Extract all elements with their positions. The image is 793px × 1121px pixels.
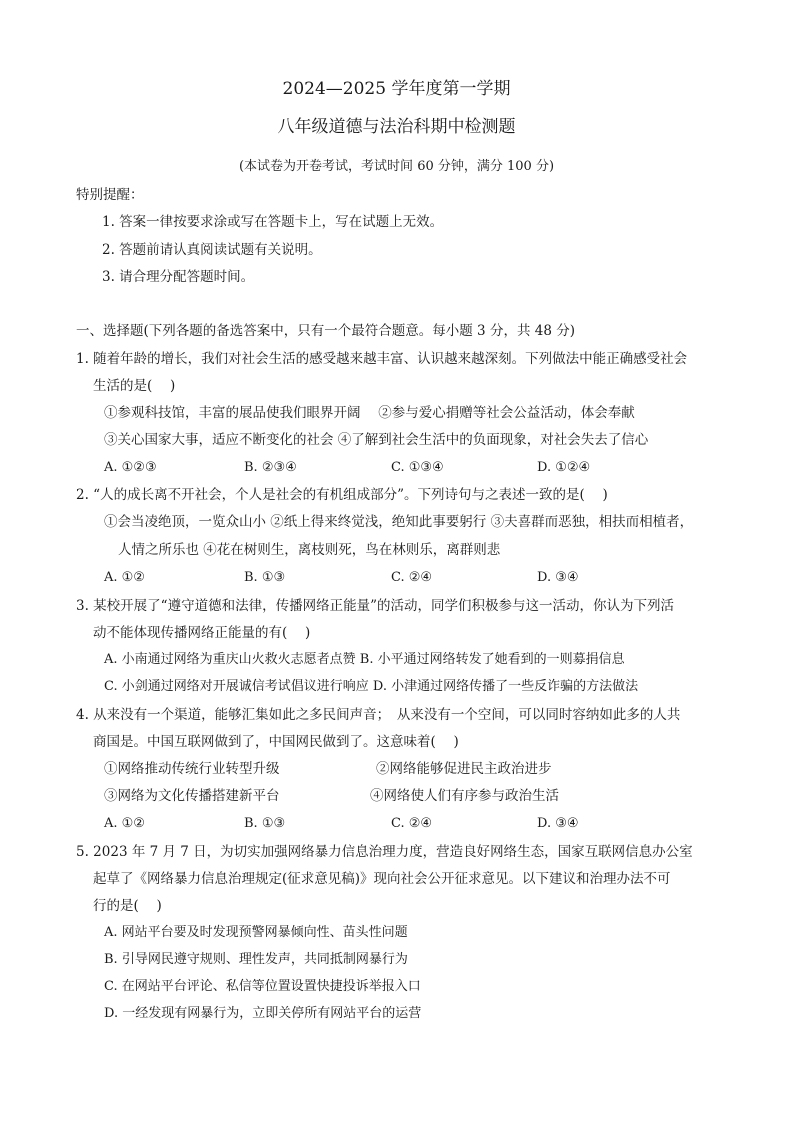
page-title: 2024—2025 学年度第一学期	[282, 79, 511, 99]
question-1-option-b: B. ②③④	[244, 460, 297, 475]
question-5-option-d: D. 一经发现有网暴行为，立即关停所有网站平台的运营	[104, 1006, 422, 1021]
question-4-statement: ③网络为文化传播搭建新平台	[104, 788, 280, 804]
question-4-option-a: A. ①②	[104, 816, 145, 831]
question-5-option-b: B. 引导网民遵守规则、理性发声，共同抵制网暴行为	[104, 952, 408, 967]
question-4-statement: ④网络使人们有序参与政治生活	[370, 788, 559, 804]
question-1-stem-cont: 生活的是( )	[93, 378, 176, 394]
question-3-options-ab: A. 小南通过网络为重庆山火救火志愿者点赞 B. 小平通过网络转发了她看到的一则募捐信息	[104, 652, 625, 667]
notice-item: 2. 答题前请认真阅读试题有关说明。	[102, 242, 322, 258]
question-5-stem-cont: 行的是( )	[93, 898, 162, 914]
question-1-option-a: A. ①②③	[104, 460, 157, 475]
question-1-statement: ①参观科技馆，丰富的展品使我们眼界开阔 ②参与爱心捐赠等社会公益活动，体会奉献	[104, 405, 635, 421]
question-3-options-cd: C. 小剑通过网络对开展诚信考试倡议进行响应 D. 小津通过网络传播了一些反诈骗的方法做法	[104, 679, 639, 694]
question-5-option-c: C. 在网站平台评论、私信等位置设置快捷投诉举报入口	[104, 979, 421, 994]
question-1-option-c: C. ①③④	[391, 460, 444, 475]
question-2-statement: ①会当凌绝顶，一览众山小 ②纸上得来终觉浅，绝知此事要躬行 ③夫喜群而恶独，相扶而相植者，	[104, 514, 694, 530]
question-4-stem-cont: 商国是。中国互联网做到了，中国网民做到了。这意味着( )	[93, 734, 459, 750]
question-4-option-b: B. ①③	[244, 816, 286, 831]
exam-info: (本试卷为开卷考试，考试时间 60 分钟，满分 100 分)	[238, 159, 555, 174]
question-2-stem: 2. “人的成长离不开社会，个人是社会的有机组成部分”。下列诗句与之表述一致的是( )	[76, 487, 608, 503]
section-heading: 一、选择题(下列各题的备选答案中，只有一个最符合题意。每小题 3 分，共 48 分)	[76, 323, 575, 339]
question-1-stem: 1. 随着年龄的增长，我们对社会生活的感受越来越丰富、认识越来越深刻。下列做法中能正确感受社会	[76, 351, 688, 367]
question-3-stem-cont: 动不能体现传播网络正能量的有( )	[93, 625, 311, 641]
question-4-option-c: C. ②④	[391, 816, 433, 831]
question-5-option-a: A. 网站平台要及时发现预警网暴倾向性、苗头性问题	[104, 925, 408, 940]
question-5-stem: 5. 2023 年 7 月 7 日，为切实加强网络暴力信息治理力度，营造良好网络生态，国家互联网信息办公室	[76, 844, 693, 860]
question-2-statement: 人情之所乐也 ④花在树则生，离枝则死，鸟在林则乐，离群则悲	[118, 542, 501, 558]
exam-name: 八年级道德与法治科期中检测题	[277, 117, 516, 137]
question-2-option-c: C. ②④	[391, 570, 433, 585]
question-4-statement: ②网络能够促进民主政治进步	[376, 761, 552, 777]
notice-item: 3. 请合理分配答题时间。	[102, 269, 255, 285]
question-3-stem: 3. 某校开展了“遵守道德和法律，传播网络正能量”的活动，同学们积极参与这一活动，你认为下列活	[76, 598, 674, 614]
question-4-statement: ①网络推动传统行业转型升级	[104, 761, 280, 777]
notice-heading: 特别提醒：	[76, 187, 144, 203]
notice-item: 1. 答案一律按要求涂或写在答题卡上，写在试题上无效。	[102, 214, 444, 230]
question-5-stem-cont: 起草了《网络暴力信息治理规定(征求意见稿)》现向社会公开征求意见。以下建议和治理办法不可	[93, 871, 671, 887]
question-2-option-d: D. ③④	[537, 570, 579, 585]
question-1-statement: ③关心国家大事，适应不断变化的社会 ④了解到社会生活中的负面现象，对社会失去了信心	[104, 432, 649, 448]
question-4-option-d: D. ③④	[537, 816, 579, 831]
question-2-option-a: A. ①②	[104, 570, 145, 585]
question-4-stem: 4. 从来没有一个渠道，能够汇集如此之多民间声音； 从来没有一个空间，可以同时容纳如此多的人共	[76, 707, 681, 723]
question-2-option-b: B. ①③	[244, 570, 286, 585]
question-1-option-d: D. ①②④	[537, 460, 591, 475]
